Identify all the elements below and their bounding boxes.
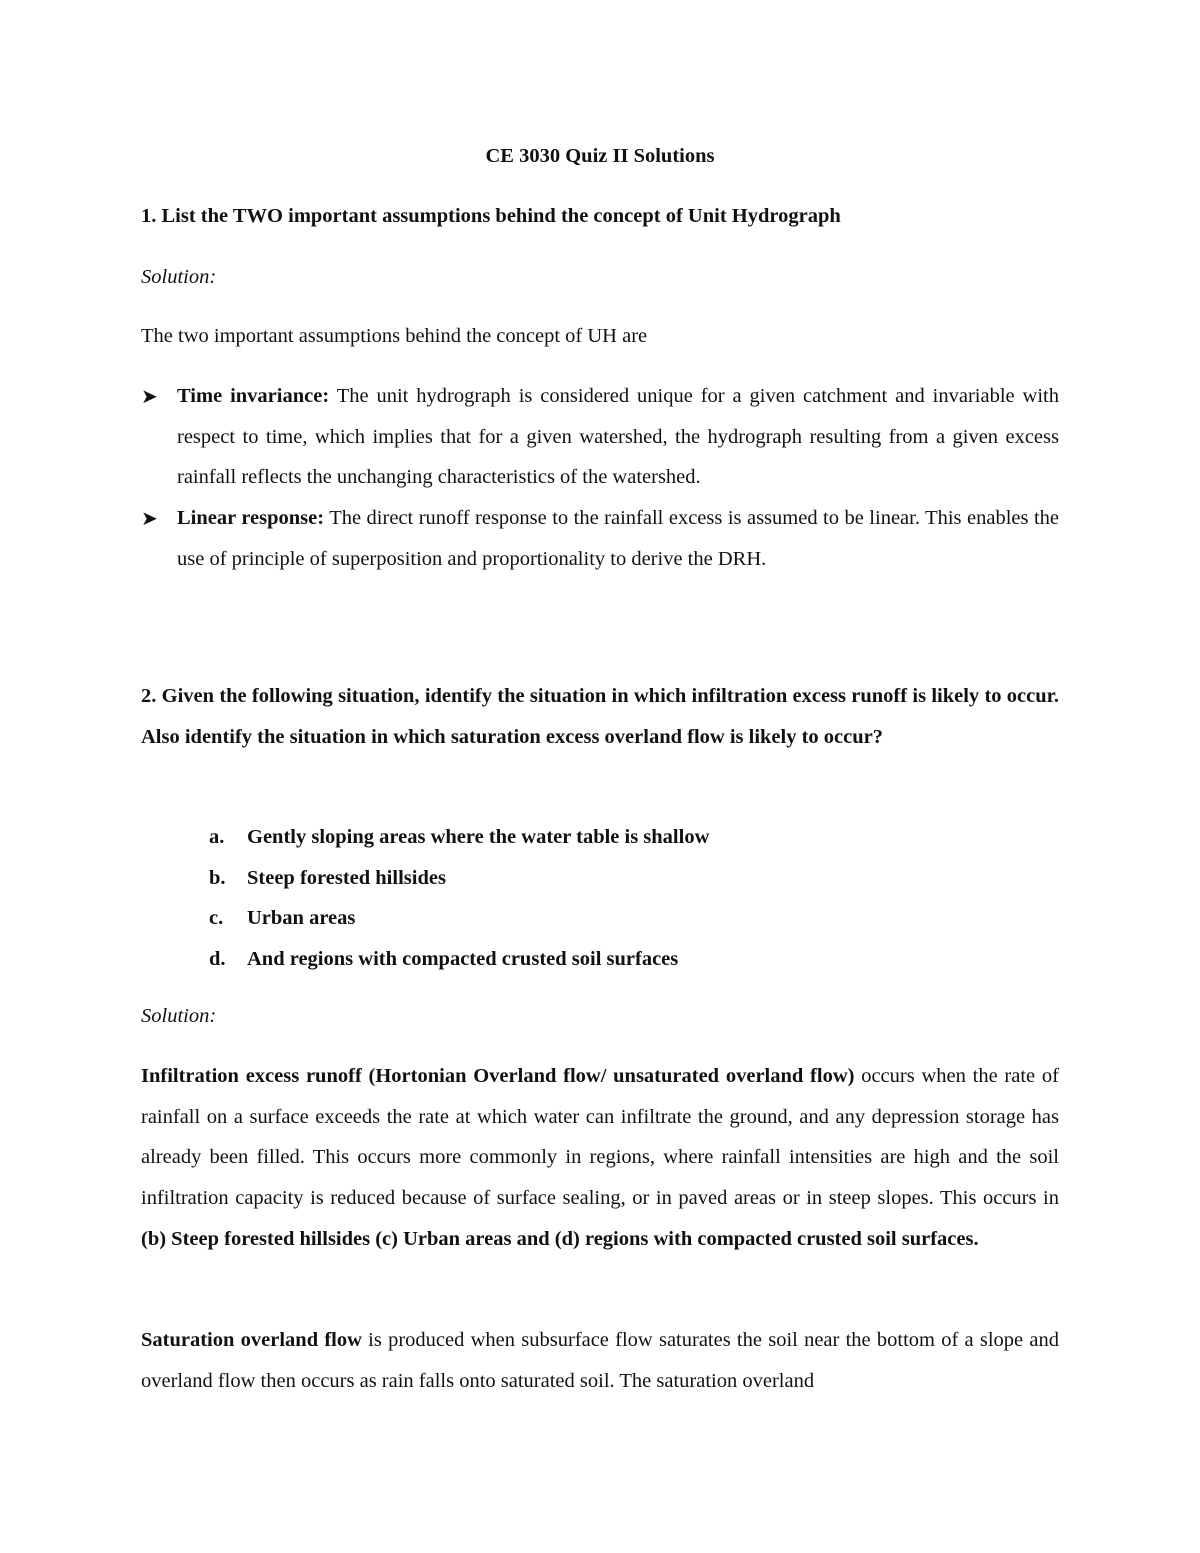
paragraph-text: occurs when the rate of rainfall on a surface exceeds the rate at which water can infiltrate the ground, and any depression storage has already been filled. This occurs more commonly in regions, where rainfall intensities are high and the soil infiltration capacity is reduced because of surface sealing, or in paved areas or in steep slopes. This occurs in [141,1065,1059,1210]
infiltration-paragraph [141,1056,1059,1260]
paragraph-text: is produced when subsurface flow saturates the soil near the bottom of a slope and overland flow then occurs as rain falls onto saturated soil. The saturation overland [141,1329,1059,1392]
question-1: 1. List the TWO important assumptions behind the concept of Unit Hydrograph [141,205,841,227]
arrow-bullet-icon: ➤ [141,506,158,531]
option-list [209,817,1059,980]
list-item [209,858,1059,899]
bullet-term: Time invariance: [177,385,330,407]
q1-solution-label: Solution: [141,266,217,288]
paragraph-answer: (b) Steep forested hillsides (c) Urban areas and (d) regions with compacted crusted soil surfaces. [141,1227,979,1250]
bullet-term: Linear response: [177,507,325,530]
page-title: CE 3030 Quiz II Solutions [485,145,715,167]
option-letter: c. [209,907,224,930]
option-letter: a. [209,826,225,848]
q2-solution-label: Solution: [141,1005,217,1027]
list-item [209,939,1059,980]
question-2: 2. Given the following situation, identify the situation in which infiltration excess runoff is likely to occur. Also identify the situation in which saturation excess overland flow is likely to occur? [141,685,1059,748]
bullet-text: The direct runoff response to the rainfall excess is assumed to be linear. This enables the use of principle of superposition and proportionality to derive the DRH. [177,507,1059,570]
list-item [209,898,1059,939]
saturation-paragraph [141,1320,1059,1401]
list-item [141,498,1059,579]
option-letter: d. [209,948,226,971]
arrow-bullet-icon: ➤ [141,384,158,408]
bullet-text: The unit hydrograph is considered unique for a given catchment and invariable with respect to time, which implies that for a given watershed, the hydrograph resulting from a given excess rainfall reflects the unchanging characteristics of the watershed. [177,385,1059,489]
list-item [209,817,1059,858]
list-item [141,376,1059,498]
paragraph-term: Infiltration excess runoff (Hortonian Overland flow/ unsaturated overland flow) [141,1065,855,1087]
assumption-list [141,376,1059,580]
option-text: And regions with compacted crusted soil surfaces [247,948,679,971]
option-text: Steep forested hillsides [247,866,446,889]
q1-intro: The two important assumptions behind the concept of UH are [141,325,648,347]
option-text: Urban areas [247,907,356,930]
option-letter: b. [209,866,226,889]
option-text: Gently sloping areas where the water table is shallow [247,826,710,848]
paragraph-term: Saturation overland flow [141,1329,362,1351]
